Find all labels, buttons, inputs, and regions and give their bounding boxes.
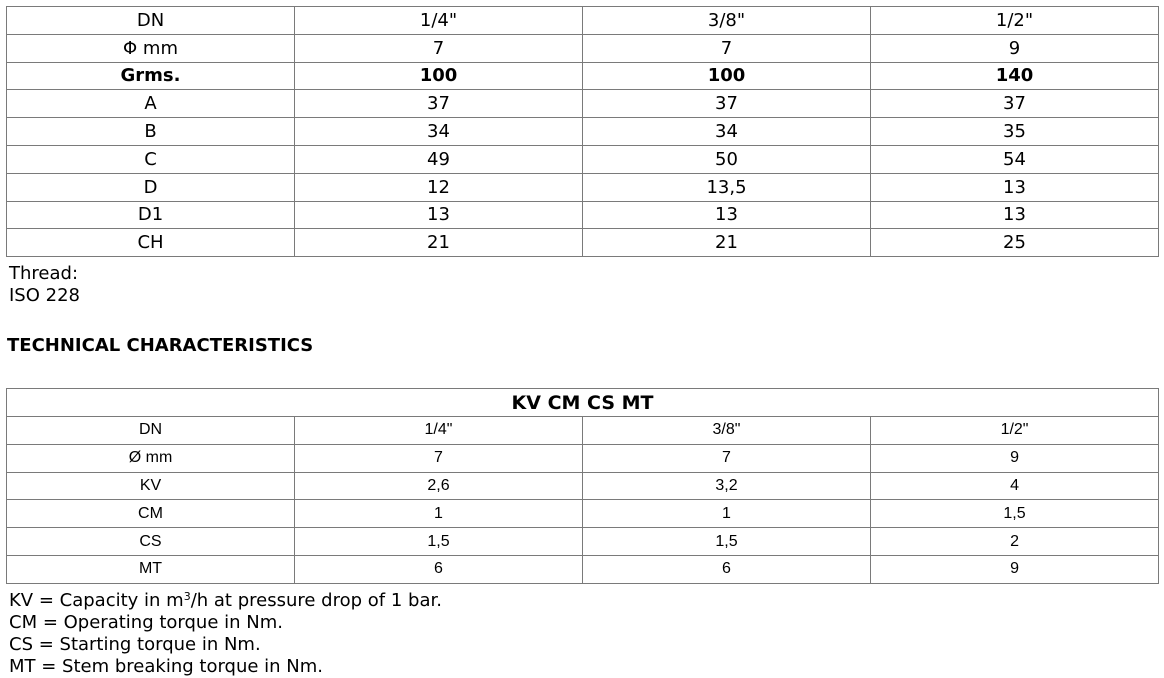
row-header-cell: CH — [7, 229, 295, 257]
legend-kv-text-end: /h at pressure drop of 1 bar. — [190, 590, 442, 611]
technical-table-caption: KV CM CS MT — [7, 389, 1159, 417]
table-cell: 6 — [583, 555, 871, 583]
table-cell: 1 — [583, 500, 871, 528]
table-row — [7, 62, 1159, 90]
table-row — [7, 472, 1159, 500]
table-cell: 6 — [295, 555, 583, 583]
table-cell: 100 — [295, 62, 583, 90]
row-header-cell: C — [7, 145, 295, 173]
legend-cm: CM = Operating torque in Nm. — [9, 612, 283, 633]
table-cell: 3/8" — [583, 7, 871, 35]
row-header-cell: CM — [7, 500, 295, 528]
table-row — [7, 173, 1159, 201]
table-cell: 50 — [583, 145, 871, 173]
table-row — [7, 555, 1159, 583]
table-cell: 100 — [583, 62, 871, 90]
technical-table-caption-row — [7, 389, 1159, 417]
table-cell: 25 — [871, 229, 1159, 257]
table-cell: 1 — [295, 500, 583, 528]
table-row — [7, 201, 1159, 229]
technical-table — [6, 388, 1159, 584]
table-cell: 1,5 — [295, 528, 583, 556]
table-cell: 13 — [583, 201, 871, 229]
row-header-cell: A — [7, 90, 295, 118]
legend-cs: CS = Starting torque in Nm. — [9, 634, 261, 655]
table-cell: 13 — [295, 201, 583, 229]
legend-kv-text: KV = Capacity in m — [9, 590, 184, 611]
table-cell: 1,5 — [583, 528, 871, 556]
table-cell: 37 — [583, 90, 871, 118]
legend-kv — [9, 590, 442, 612]
dimensions-table-body — [7, 7, 1159, 257]
table-cell: 1/2" — [871, 7, 1159, 35]
table-cell: 37 — [295, 90, 583, 118]
table-cell: 13,5 — [583, 173, 871, 201]
table-row — [7, 145, 1159, 173]
row-header-cell: DN — [7, 417, 295, 445]
row-header-cell: B — [7, 118, 295, 146]
dimensions-table — [6, 6, 1159, 257]
table-cell: 1,5 — [871, 500, 1159, 528]
table-cell: 140 — [871, 62, 1159, 90]
table-row — [7, 229, 1159, 257]
table-cell: 34 — [583, 118, 871, 146]
table-cell: 34 — [295, 118, 583, 146]
thread-label: Thread: — [9, 263, 79, 284]
table-cell: 1/4" — [295, 417, 583, 445]
table-cell: 7 — [295, 444, 583, 472]
table-cell: 7 — [583, 34, 871, 62]
row-header-cell: Ø mm — [7, 444, 295, 472]
legend — [9, 590, 442, 678]
table-cell: 49 — [295, 145, 583, 173]
table-cell: 3/8" — [583, 417, 871, 445]
table-cell: 4 — [871, 472, 1159, 500]
table-cell: 35 — [871, 118, 1159, 146]
table-cell: 13 — [871, 173, 1159, 201]
table-cell: 9 — [871, 444, 1159, 472]
table-cell: 12 — [295, 173, 583, 201]
table-cell: 7 — [583, 444, 871, 472]
table-cell: 9 — [871, 555, 1159, 583]
table-cell: 1/4" — [295, 7, 583, 35]
table-cell: 7 — [295, 34, 583, 62]
table-cell: 54 — [871, 145, 1159, 173]
table-cell: 3,2 — [583, 472, 871, 500]
table-row — [7, 500, 1159, 528]
table-cell: 21 — [295, 229, 583, 257]
table-row — [7, 7, 1159, 35]
table-row — [7, 444, 1159, 472]
thread-standard: ISO 228 — [9, 285, 80, 306]
legend-kv-superscript: 3 — [183, 590, 191, 603]
table-row — [7, 528, 1159, 556]
table-cell: 9 — [871, 34, 1159, 62]
table-row — [7, 34, 1159, 62]
row-header-cell: D — [7, 173, 295, 201]
technical-table-body — [7, 417, 1159, 584]
row-header-cell: KV — [7, 472, 295, 500]
row-header-cell: DN — [7, 7, 295, 35]
legend-mt: MT = Stem breaking torque in Nm. — [9, 656, 324, 677]
table-cell: 1/2" — [871, 417, 1159, 445]
table-row — [7, 417, 1159, 445]
row-header-cell: D1 — [7, 201, 295, 229]
table-row — [7, 90, 1159, 118]
table-cell: 37 — [871, 90, 1159, 118]
row-header-cell: CS — [7, 528, 295, 556]
row-header-cell: Φ mm — [7, 34, 295, 62]
section-title: TECHNICAL CHARACTERISTICS — [7, 335, 314, 356]
row-header-cell: MT — [7, 555, 295, 583]
table-cell: 2,6 — [295, 472, 583, 500]
thread-note — [9, 263, 80, 307]
table-cell: 21 — [583, 229, 871, 257]
table-cell: 13 — [871, 201, 1159, 229]
table-cell: 2 — [871, 528, 1159, 556]
table-row — [7, 118, 1159, 146]
row-header-cell: Grms. — [7, 62, 295, 90]
